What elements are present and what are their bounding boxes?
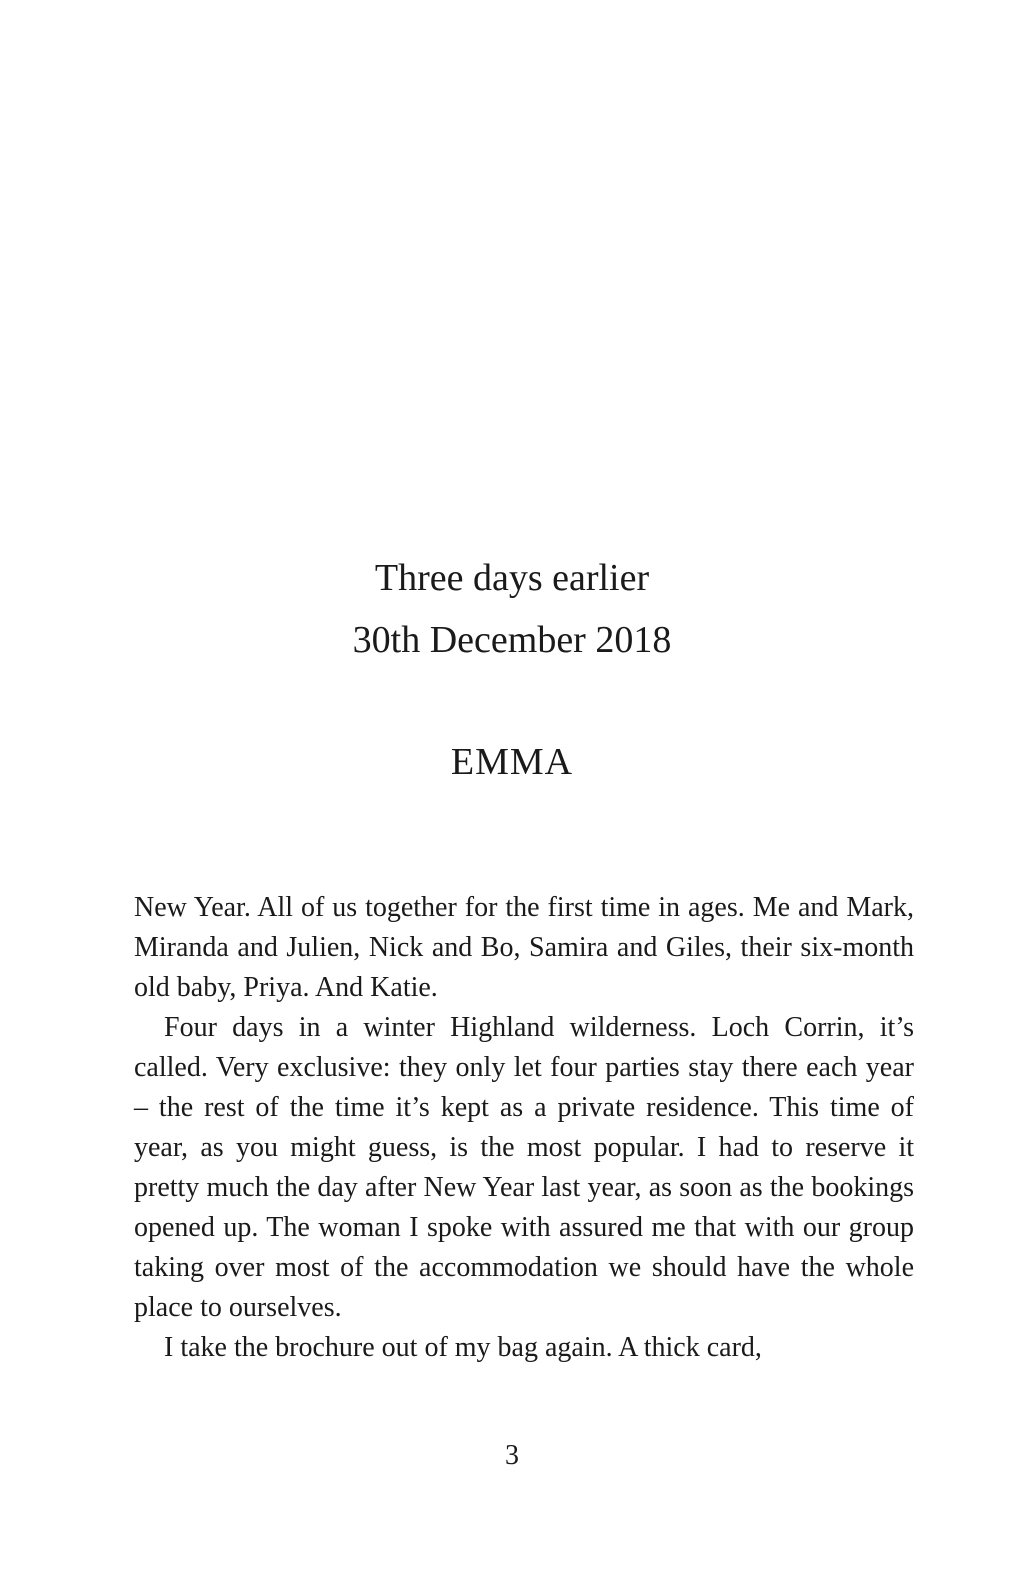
paragraph: New Year. All of us together for the first time in ages. Me and Mark, Miranda and Julien, Nick and Bo, Samira and Giles, their six-month old baby, Priya. And Katie. [134, 892, 914, 1003]
body-text [134, 888, 914, 1368]
chapter-title: EMMA [450, 741, 574, 783]
date-marker: 30th December 2018 [352, 619, 672, 661]
paragraph: Four days in a winter Highland wilderness. Loch Corrin, it’s called. Very exclusive: they only let four parties stay there each year – the rest of the time it’s kept as a private residence. This time of year, as you might guess, is the most popular. I had to reserve it pretty much the day after New Year last year, as soon as the bookings opened up. The woman I spoke with assured me that with our group taking over most of the accommodation we should have the whole place to ourselves. [134, 1012, 914, 1323]
time-marker: Three days earlier [374, 557, 650, 599]
paragraph: I take the brochure out of my bag again. A thick card, [164, 1332, 762, 1363]
page-number: 3 [505, 1440, 519, 1471]
